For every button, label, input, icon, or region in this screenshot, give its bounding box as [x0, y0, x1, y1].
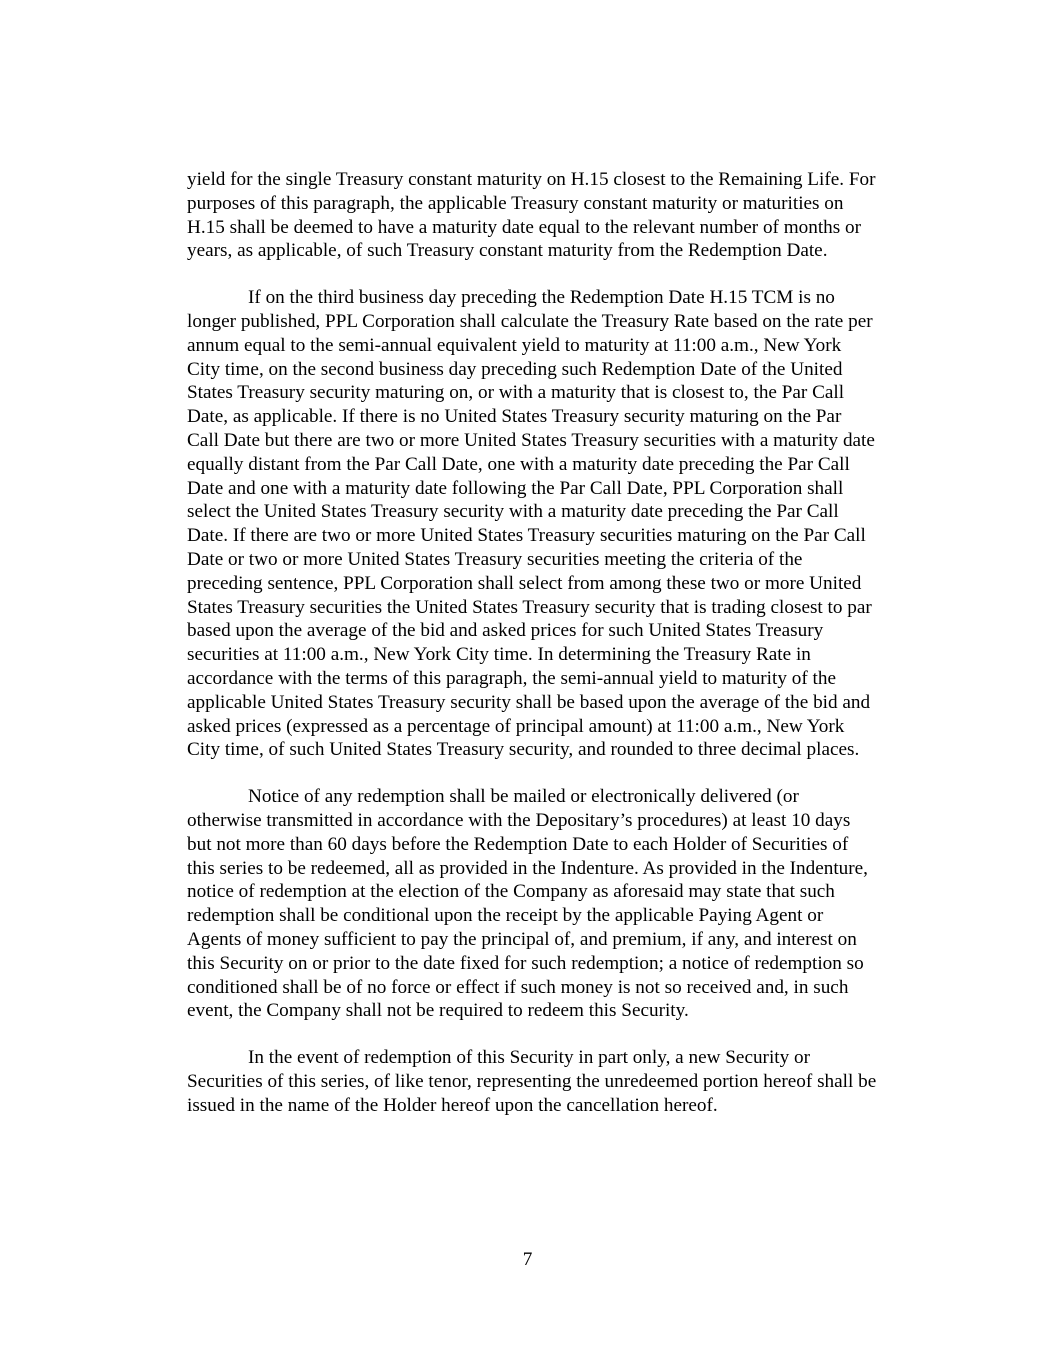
paragraph-treasury-constant-maturity: yield for the single Treasury constant maturity on H.15 closest to the Remaining Life. For purposes of this paragraph, the applicable Treasury constant maturity or maturities on H.15 shall be deemed to have a maturity date equal to the relevant number of months or years, as applicable, of such Treasury constant maturity from the Redemption Date.: [187, 169, 876, 262]
paragraph-partial-redemption: In the event of redemption of this Security in part only, a new Security or Securities of this series, of like tenor, representing the unredeemed portion hereof shall be issued in the name of the Holder hereof upon the cancellation hereof.: [187, 1047, 877, 1116]
page-number: 7: [522, 1249, 533, 1270]
paragraph-treasury-rate-calculation: If on the third business day preceding the Redemption Date H.15 TCM is no longer published, PPL Corporation shall calculate the Treasury Rate based on the rate per annum equal to the semi-annual equivalent yield to maturity at 11:00 a.m., New York City time, on the second business day preceding such Redemption Date of the United States Treasury security maturing on, or with a maturity that is closest to, the Par Call Date, as applicable. If there is no United States Treasury security maturing on the Par Call Date but there are two or more United States Treasury securities with a maturity date equally distant from the Par Call Date, one with a maturity date preceding the Par Call Date and one with a maturity date following the Par Call Date, PPL Corporation shall select the United States Treasury security with a maturity date preceding the Par Call Date. If there are two or more United States Treasury securities maturing on the Par Call Date or two or more United States Treasury securities meeting the criteria of the preceding sentence, PPL Corporation shall select from among these two or more United States Treasury securities the United States Treasury security that is trading closest to par based upon the average of the bid and asked prices for such United States Treasury securities at 11:00 a.m., New York City time. In determining the Treasury Rate in accordance with the terms of this paragraph, the semi-annual yield to maturity of the applicable United States Treasury security shall be based upon the average of the bid and asked prices (expressed as a percentage of principal amount) at 11:00 a.m., New York City time, of such United States Treasury security, and rounded to three decimal places.: [187, 287, 875, 761]
paragraph-notice-of-redemption: Notice of any redemption shall be mailed or electronically delivered (or otherwise transmitted in accordance with the Depositary’s procedures) at least 10 days but not more than 60 days before the Redemption Date to each Holder of Securities of this series to be redeemed, all as provided in the Indenture. As provided in the Indenture, notice of redemption at the election of the Company as aforesaid may state that such redemption shall be conditional upon the receipt by the applicable Paying Agent or Agents of money sufficient to pay the principal of, and premium, if any, and interest on this Security on or prior to the date fixed for such redemption; a notice of redemption so conditioned shall be of no force or effect if such money is not so received and, in such event, the Company shall not be required to redeem this Security.: [187, 786, 868, 1022]
document-body: [187, 168, 877, 1140]
